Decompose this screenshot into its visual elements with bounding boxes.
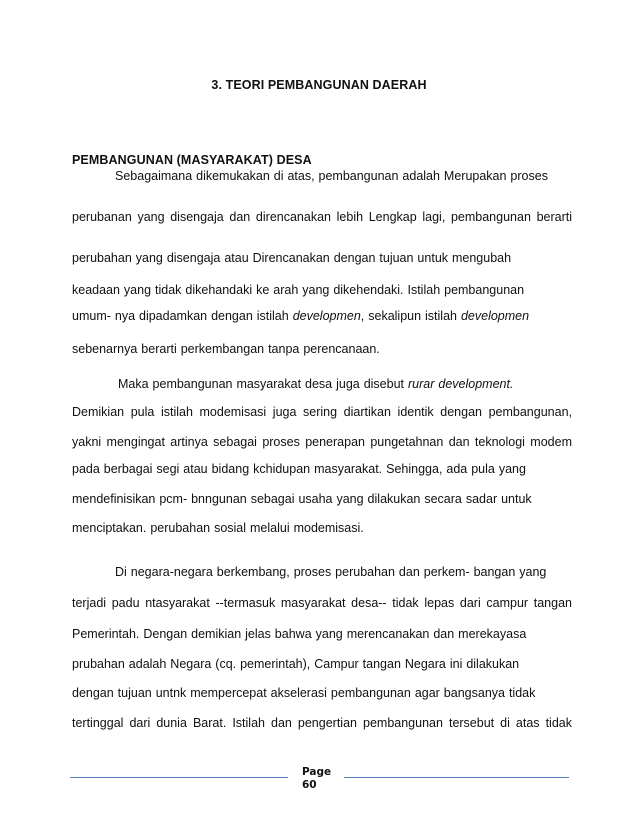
paragraph-line [72,308,572,324]
line-text: , sekalipun istilah [360,309,461,323]
paragraph-line: menciptakan. perubahan sosial melalui modemisasi. [72,521,364,535]
paragraph-line: Di negara-negara berkembang, proses perubahan dan perkem- bangan yang [115,565,547,579]
emphasis-term: developmen [460,309,530,323]
emphasis-term: developmen [292,309,361,323]
paragraph-line: pada berbagai segi atau bidang kchidupan masyarakat. Sehingga, ada pula yang [72,462,526,476]
paragraph-line: terjadi padu ntasyarakat --termasuk masyarakat desa-- tidak lepas dari campur tangan [72,596,572,610]
line-text: Maka pembangunan masyarakat desa juga disebut [118,377,408,391]
chapter-title: 3. TEORI PEMBANGUNAN DAERAH [211,78,427,92]
paragraph-line: tertinggal dari dunia Barat. Istilah dan pengertian pembangunan tersebut di atas tidak [72,716,572,730]
paragraph-line: keadaan yang tidak dikehandaki ke arah yang dikehendaki. Istilah pembangunan [72,283,525,297]
footer-rule-left [70,777,288,778]
paragraph-line: Sebagaimana dikemukakan di atas, pembangunan adalah Merupakan proses [115,169,548,183]
paragraph-line: perubanan yang disengaja dan direncanakan lebih Lengkap lagi, pembangunan berarti [72,210,572,224]
emphasis-term: rurar development. [408,377,514,391]
paragraph-line: Pemerintah. Dengan demikian jelas bahwa yang merencanakan dan merekayasa [72,627,527,641]
page-number-label [302,766,331,792]
paragraph-line: prubahan adalah Negara (cq. pemerintah), Campur tangan Negara ini dilakukan [72,657,520,671]
paragraph-line: yakni mengingat artinya sebagai proses penerapan pungetahnan dan teknologi modem [72,435,572,449]
paragraph-line: sebenarnya berarti perkembangan tanpa perencanaan. [72,342,380,356]
section-heading: PEMBANGUNAN (MASYARAKAT) DESA [72,153,312,167]
paragraph-line: perubahan yang disengaja atau Direncanakan dengan tujuan untuk mengubah [72,251,512,265]
paragraph-line: Demikian pula istilah modemisasi juga sering diartikan identik dengan pembangunan, [72,405,572,419]
footer-rule-right [344,777,569,778]
paragraph-line: dengan tujuan untnk mempercepat akselerasi pembangunan agar bangsanya tidak [72,686,536,700]
page-label: Page [302,766,332,778]
page-number: 60 [302,779,317,791]
line-text: umum- nya dipadamkan dengan istilah [72,309,293,323]
paragraph-line: mendefinisikan pcm- bnngunan sebagai usaha yang dilakukan secara sadar untuk [72,492,532,506]
paragraph-line [118,376,618,392]
